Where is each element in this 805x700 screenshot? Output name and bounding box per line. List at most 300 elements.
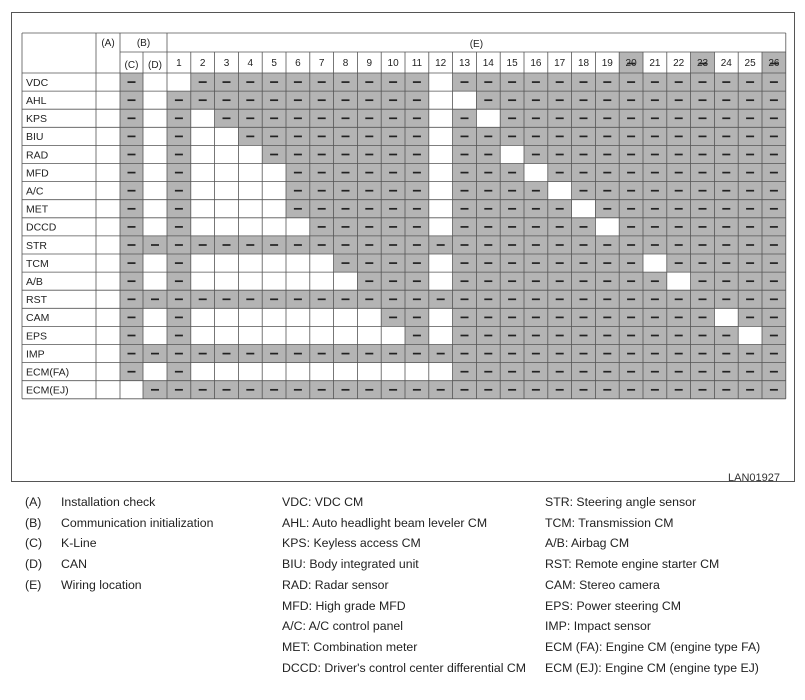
dash-mark	[128, 226, 136, 228]
dash-mark	[651, 353, 659, 355]
dash-mark	[270, 136, 278, 138]
wiring-number: 20	[625, 58, 637, 69]
header-col-c: (C)	[124, 60, 139, 71]
dash-mark	[603, 117, 611, 119]
dash-mark	[770, 136, 778, 138]
dash-mark	[627, 335, 635, 337]
dash-mark	[389, 226, 397, 228]
dash-mark	[746, 262, 754, 264]
dash-mark	[175, 190, 183, 192]
dash-mark	[413, 154, 421, 156]
row-label: A/C	[26, 185, 44, 198]
dash-mark	[651, 172, 659, 174]
dash-mark	[175, 389, 183, 391]
dash-mark	[532, 353, 540, 355]
dash-mark	[532, 136, 540, 138]
dash-mark	[603, 208, 611, 210]
dash-mark	[603, 280, 611, 282]
dash-mark	[508, 317, 516, 319]
dash-mark	[699, 208, 707, 210]
legend-abbreviation: ECM (FA): Engine CM (engine type FA)	[545, 639, 761, 654]
dash-mark	[675, 262, 683, 264]
dash-mark	[199, 389, 207, 391]
dash-mark	[365, 298, 373, 300]
dash-mark	[627, 81, 635, 83]
dash-mark	[580, 262, 588, 264]
dash-mark	[246, 99, 254, 101]
dash-mark	[770, 208, 778, 210]
dash-mark	[294, 154, 302, 156]
legend-abbreviation: RAD: Radar sensor	[282, 577, 389, 592]
dash-mark	[484, 208, 492, 210]
dash-mark	[318, 298, 326, 300]
dash-mark	[342, 117, 350, 119]
dash-mark	[675, 244, 683, 246]
row-label: MFD	[26, 167, 49, 180]
dash-mark	[532, 190, 540, 192]
dash-mark	[461, 172, 469, 174]
dash-mark	[484, 226, 492, 228]
dash-mark	[532, 335, 540, 337]
dash-mark	[128, 317, 136, 319]
dash-mark	[389, 280, 397, 282]
dash-mark	[128, 335, 136, 337]
dash-mark	[722, 353, 730, 355]
dash-mark	[508, 244, 516, 246]
dash-mark	[532, 371, 540, 373]
dash-mark	[318, 208, 326, 210]
dash-mark	[651, 335, 659, 337]
dash-mark	[246, 117, 254, 119]
dash-mark	[556, 226, 564, 228]
dash-mark	[318, 154, 326, 156]
dash-mark	[699, 335, 707, 337]
dash-mark	[199, 244, 207, 246]
dash-mark	[556, 172, 564, 174]
row-label: ECM(FA)	[26, 366, 70, 379]
dash-mark	[580, 353, 588, 355]
dash-mark	[365, 190, 373, 192]
dash-mark	[175, 136, 183, 138]
wiring-number: 5	[271, 58, 277, 69]
dash-mark	[508, 172, 516, 174]
dash-mark	[342, 244, 350, 246]
dash-mark	[675, 208, 683, 210]
dash-mark	[746, 172, 754, 174]
dash-mark	[365, 226, 373, 228]
dash-mark	[294, 389, 302, 391]
dash-mark	[770, 353, 778, 355]
dash-mark	[199, 81, 207, 83]
dash-mark	[270, 99, 278, 101]
dash-mark	[627, 280, 635, 282]
dash-mark	[151, 244, 159, 246]
row-label: ECM(EJ)	[26, 384, 69, 397]
row-label: VDC	[26, 76, 49, 89]
dash-mark	[175, 244, 183, 246]
dash-mark	[413, 226, 421, 228]
legend-key: (D)	[25, 557, 43, 572]
row-label: IMP	[26, 348, 45, 361]
dash-mark	[722, 99, 730, 101]
dash-mark	[246, 244, 254, 246]
dash-mark	[532, 317, 540, 319]
table-frame	[11, 12, 795, 482]
dash-mark	[556, 154, 564, 156]
dash-mark	[603, 136, 611, 138]
dash-mark	[413, 389, 421, 391]
wiring-number: 2	[199, 58, 206, 69]
dash-mark	[294, 81, 302, 83]
dash-mark	[746, 117, 754, 119]
dash-mark	[365, 208, 373, 210]
dash-mark	[389, 154, 397, 156]
dash-mark	[651, 389, 659, 391]
dash-mark	[699, 298, 707, 300]
dash-mark	[532, 262, 540, 264]
dash-mark	[223, 244, 231, 246]
dash-mark	[746, 353, 754, 355]
dash-mark	[175, 208, 183, 210]
dash-mark	[556, 117, 564, 119]
dash-mark	[699, 117, 707, 119]
dash-mark	[651, 298, 659, 300]
dash-mark	[318, 117, 326, 119]
dash-mark	[461, 136, 469, 138]
dash-mark	[722, 190, 730, 192]
dash-mark	[389, 172, 397, 174]
dash-mark	[627, 99, 635, 101]
legend-key-item	[25, 554, 213, 575]
legend-abbreviation: MET: Combination meter	[282, 639, 418, 654]
dash-mark	[508, 335, 516, 337]
dash-mark	[627, 389, 635, 391]
dash-mark	[651, 208, 659, 210]
dash-mark	[246, 298, 254, 300]
dash-mark	[580, 117, 588, 119]
dash-mark	[770, 226, 778, 228]
wiring-number: 18	[577, 58, 590, 69]
dash-mark	[770, 81, 778, 83]
dash-mark	[627, 262, 635, 264]
dash-mark	[342, 353, 350, 355]
legend-abbreviation: IMP: Impact sensor	[545, 619, 651, 634]
row-label: CAM	[26, 312, 50, 325]
dash-mark	[556, 389, 564, 391]
dash-mark	[580, 226, 588, 228]
dash-mark	[675, 335, 683, 337]
legend-key: (E)	[25, 577, 42, 592]
dash-mark	[342, 172, 350, 174]
dash-mark	[151, 389, 159, 391]
legend-abbreviations-1	[282, 492, 542, 676]
dash-mark	[508, 262, 516, 264]
dash-mark	[413, 172, 421, 174]
dash-mark	[294, 136, 302, 138]
dash-mark	[556, 317, 564, 319]
dash-mark	[556, 371, 564, 373]
dash-mark	[461, 262, 469, 264]
dash-mark	[175, 99, 183, 101]
legend-key-text: K-Line	[61, 536, 97, 551]
dash-mark	[651, 117, 659, 119]
dash-mark	[508, 371, 516, 373]
dash-mark	[318, 136, 326, 138]
wiring-number: 19	[601, 58, 613, 69]
dash-mark	[580, 136, 588, 138]
dash-mark	[580, 244, 588, 246]
dash-mark	[770, 172, 778, 174]
dash-mark	[580, 190, 588, 192]
dash-mark	[699, 371, 707, 373]
dash-mark	[223, 298, 231, 300]
wiring-number: 17	[554, 58, 566, 69]
wiring-number: 4	[247, 58, 254, 69]
dash-mark	[627, 117, 635, 119]
dash-mark	[128, 280, 136, 282]
dash-mark	[580, 317, 588, 319]
dash-mark	[461, 353, 469, 355]
dash-mark	[627, 353, 635, 355]
dash-mark	[532, 389, 540, 391]
dash-mark	[508, 190, 516, 192]
dash-mark	[722, 208, 730, 210]
legend-key-item	[25, 575, 213, 596]
dash-mark	[556, 298, 564, 300]
legend-key: (B)	[25, 515, 42, 530]
dash-mark	[342, 81, 350, 83]
legend-key: (A)	[25, 495, 42, 509]
dash-mark	[389, 117, 397, 119]
dash-mark	[389, 298, 397, 300]
dash-mark	[175, 117, 183, 119]
dash-mark	[484, 335, 492, 337]
dash-mark	[175, 172, 183, 174]
row-label: MET	[26, 203, 49, 216]
dash-mark	[603, 99, 611, 101]
dash-mark	[461, 190, 469, 192]
legend-abbreviation: DCCD: Driver's control center differential CM	[282, 660, 527, 675]
dash-mark	[484, 280, 492, 282]
dash-mark	[746, 99, 754, 101]
dash-mark	[627, 226, 635, 228]
dash-mark	[484, 389, 492, 391]
dash-mark	[603, 317, 611, 319]
dash-mark	[365, 154, 373, 156]
dash-mark	[651, 81, 659, 83]
legend-abbreviation: RST: Remote engine starter CM	[545, 557, 720, 572]
row-label: BIU	[26, 131, 44, 144]
dash-mark	[722, 136, 730, 138]
dash-mark	[199, 353, 207, 355]
dash-mark	[651, 99, 659, 101]
dash-mark	[461, 317, 469, 319]
legend-key-text: CAN	[61, 557, 87, 572]
dash-mark	[508, 298, 516, 300]
header-col-b: (B)	[136, 38, 151, 49]
dash-mark	[294, 298, 302, 300]
header-col-d: (D)	[148, 60, 162, 71]
dash-mark	[675, 81, 683, 83]
dash-mark	[722, 298, 730, 300]
dash-mark	[389, 190, 397, 192]
dash-mark	[627, 172, 635, 174]
dash-mark	[580, 389, 588, 391]
dash-mark	[128, 136, 136, 138]
dash-mark	[175, 371, 183, 373]
wiring-number: 14	[482, 58, 494, 69]
dash-mark	[699, 81, 707, 83]
dash-mark	[342, 99, 350, 101]
dash-mark	[484, 154, 492, 156]
dash-mark	[461, 117, 469, 119]
dash-mark	[413, 317, 421, 319]
dash-mark	[461, 389, 469, 391]
dash-mark	[151, 298, 159, 300]
dash-mark	[722, 262, 730, 264]
dash-mark	[484, 99, 492, 101]
dash-mark	[508, 280, 516, 282]
legend-key: (C)	[25, 536, 43, 551]
dash-mark	[461, 280, 469, 282]
dash-mark	[365, 353, 373, 355]
row-label: RST	[26, 294, 47, 307]
dash-mark	[365, 99, 373, 101]
dash-mark	[627, 190, 635, 192]
dash-mark	[770, 262, 778, 264]
dash-mark	[342, 389, 350, 391]
dash-mark	[128, 154, 136, 156]
legend-abbreviation: AHL: Auto headlight beam leveler CM	[282, 515, 488, 530]
dash-mark	[128, 298, 136, 300]
header-col-e: (E)	[469, 39, 484, 50]
dash-mark	[746, 190, 754, 192]
dash-mark	[318, 226, 326, 228]
dash-mark	[532, 99, 540, 101]
dash-mark	[603, 353, 611, 355]
dash-mark	[318, 353, 326, 355]
dash-mark	[603, 371, 611, 373]
dash-mark	[413, 335, 421, 337]
dash-mark	[294, 244, 302, 246]
dash-mark	[508, 353, 516, 355]
dash-mark	[461, 154, 469, 156]
wiring-number: 21	[649, 58, 661, 69]
wiring-number: 12	[435, 58, 447, 69]
wiring-number: 25	[744, 58, 756, 69]
dash-mark	[746, 244, 754, 246]
dash-mark	[484, 190, 492, 192]
dash-mark	[770, 389, 778, 391]
dash-mark	[699, 226, 707, 228]
dash-mark	[199, 99, 207, 101]
dash-mark	[746, 208, 754, 210]
dash-mark	[627, 154, 635, 156]
dash-mark	[461, 371, 469, 373]
dash-mark	[151, 353, 159, 355]
dash-mark	[651, 244, 659, 246]
dash-mark	[699, 99, 707, 101]
dash-mark	[365, 280, 373, 282]
dash-mark	[484, 136, 492, 138]
dash-mark	[128, 262, 136, 264]
wiring-number: 6	[295, 58, 301, 69]
header-col-a: (A)	[101, 38, 115, 49]
dash-mark	[128, 244, 136, 246]
dash-mark	[175, 353, 183, 355]
dash-mark	[556, 136, 564, 138]
dash-mark	[722, 244, 730, 246]
dash-mark	[294, 190, 302, 192]
dash-mark	[580, 99, 588, 101]
wiring-number: 22	[673, 58, 685, 69]
dash-mark	[175, 280, 183, 282]
dash-mark	[770, 154, 778, 156]
dash-mark	[603, 298, 611, 300]
dash-mark	[246, 353, 254, 355]
dash-mark	[675, 172, 683, 174]
dash-mark	[389, 99, 397, 101]
dash-mark	[199, 298, 207, 300]
dash-mark	[128, 208, 136, 210]
dash-mark	[722, 280, 730, 282]
dash-mark	[722, 371, 730, 373]
legend-key-text: Installation check	[61, 495, 156, 509]
figure-code: LAN01927	[728, 472, 780, 484]
dash-mark	[603, 262, 611, 264]
dash-mark	[342, 208, 350, 210]
dash-mark	[699, 317, 707, 319]
dash-mark	[532, 81, 540, 83]
dash-mark	[342, 136, 350, 138]
dash-mark	[556, 335, 564, 337]
dash-mark	[603, 154, 611, 156]
dash-mark	[365, 389, 373, 391]
dash-mark	[675, 226, 683, 228]
dash-mark	[484, 371, 492, 373]
dash-mark	[175, 298, 183, 300]
dash-mark	[342, 298, 350, 300]
dash-mark	[746, 389, 754, 391]
legend-abbreviation: VDC: VDC CM	[282, 495, 364, 509]
dash-mark	[128, 81, 136, 83]
dash-mark	[627, 136, 635, 138]
dash-mark	[532, 154, 540, 156]
wiring-number: 23	[696, 58, 709, 69]
dash-mark	[413, 262, 421, 264]
dash-mark	[413, 208, 421, 210]
dash-mark	[603, 190, 611, 192]
dash-mark	[461, 81, 469, 83]
dash-mark	[389, 317, 397, 319]
dash-mark	[556, 353, 564, 355]
dash-mark	[389, 353, 397, 355]
wiring-number: 3	[223, 58, 230, 69]
dash-mark	[175, 335, 183, 337]
dash-mark	[294, 208, 302, 210]
wiring-number: 26	[768, 58, 780, 69]
dash-mark	[318, 172, 326, 174]
dash-mark	[484, 353, 492, 355]
dash-mark	[389, 389, 397, 391]
dash-mark	[556, 99, 564, 101]
legend-keys	[25, 492, 213, 596]
dash-mark	[675, 117, 683, 119]
dash-mark	[270, 389, 278, 391]
dash-mark	[389, 244, 397, 246]
dash-mark	[722, 117, 730, 119]
dash-mark	[365, 172, 373, 174]
